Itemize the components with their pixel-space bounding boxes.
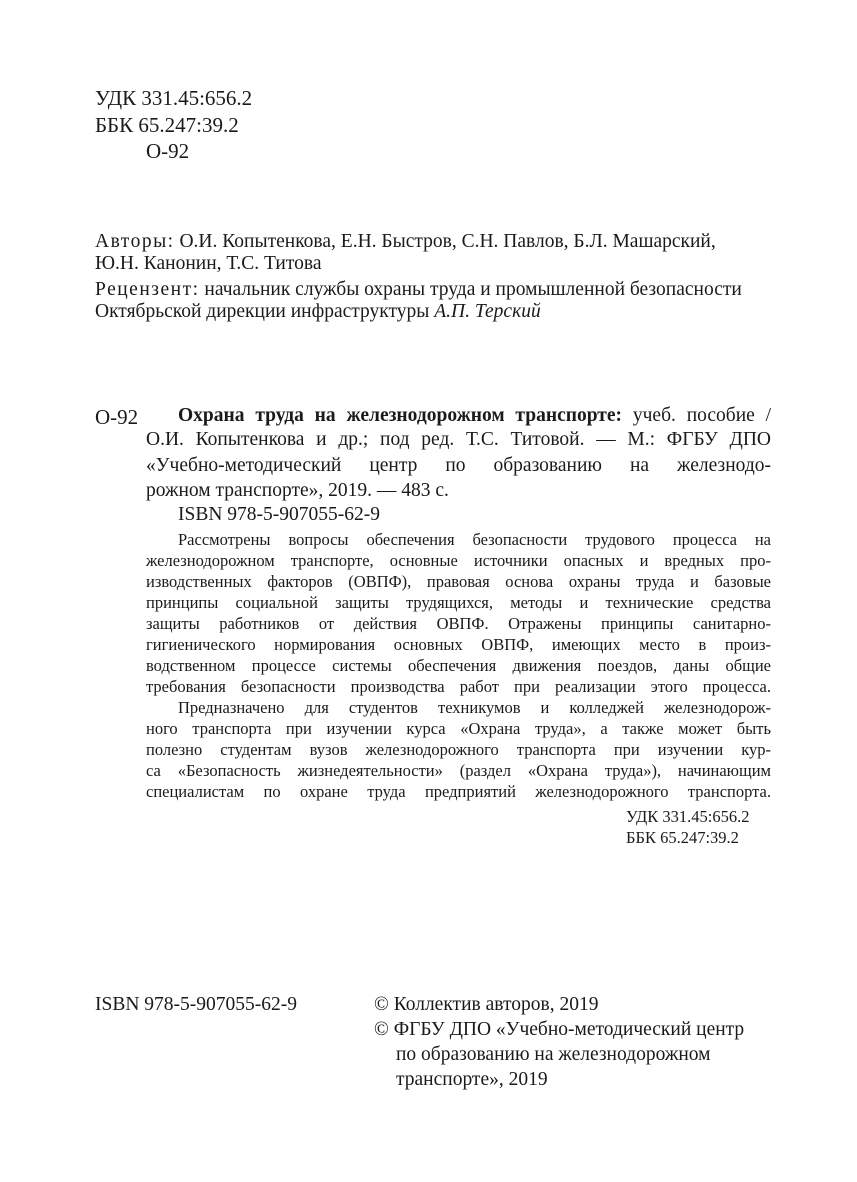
footer-isbn: ISBN 978-5-907055-62-9 [95, 994, 298, 1015]
reviewer-name: А.П. Терский [434, 301, 541, 322]
abstract-p1-line: изводственных факторов (ОВПФ), правовая основа охраны труда и базовые [146, 572, 771, 591]
authors-line-1 [95, 231, 716, 253]
abstract-bbk: ББК 65.247:39.2 [626, 828, 739, 847]
reviewer-line-1 [95, 279, 742, 301]
bib-line-1 [178, 405, 771, 427]
bib-line-2: О.И. Копытенкова и др.; под ред. Т.С. Титовой. — М.: ФГБУ ДПО [146, 429, 771, 450]
abstract-p1-line: защиты работников от действия ОВПФ. Отражены принципы санитарно- [146, 614, 771, 633]
reviewer-position-1: начальник службы охраны труда и промышленной безопасности [204, 279, 742, 300]
bib-code: О-92 [95, 405, 139, 429]
abstract-p1-line: Рассмотрены вопросы обеспечения безопасности трудового процесса на [178, 530, 771, 549]
header-udk: УДК 331.45:656.2 [95, 86, 253, 110]
footer-copyright-org-2: по образованию на железнодорожном [396, 1044, 711, 1065]
abstract-p1-line: железнодорожном транспорте, основные источники опасных и вредных про- [146, 551, 771, 570]
reviewer-position-2: Октябрьской дирекции инфраструктуры [95, 301, 430, 322]
abstract-p1-line: требования безопасности производства работ при реализации этого процесса. [146, 677, 771, 696]
header-bbk: ББК 65.247:39.2 [95, 113, 239, 137]
abstract-udk: УДК 331.45:656.2 [626, 807, 750, 826]
authors-label: Авторы: [95, 231, 175, 252]
bib-title: Охрана труда на железнодорожном транспорте: [178, 405, 623, 426]
bib-line-3: «Учебно-методический центр по образованию на железнодо- [146, 455, 771, 476]
abstract-p2-line: са «Безопасность жизнедеятельности» (раздел «Охрана труда»), начинающим [146, 761, 771, 780]
abstract-p1-line: водственном процессе системы обеспечения движения поездов, даны общие [146, 656, 771, 675]
reviewer-line-2 [95, 301, 541, 323]
bib-isbn: ISBN 978-5-907055-62-9 [178, 504, 381, 525]
footer-copyright-authors: © Коллектив авторов, 2019 [374, 994, 599, 1015]
bib-line-1-rest: учеб. пособие / [632, 405, 772, 426]
bib-line-4: рожном транспорте», 2019. — 483 с. [146, 480, 449, 501]
abstract-p2-line: полезно студентам вузов железнодорожного транспорта при изучении кур- [146, 740, 771, 759]
abstract-p2-line: Предназначено для студентов техникумов и колледжей железнодорож- [178, 698, 771, 717]
abstract-p1-line: принципы социальной защиты трудящихся, методы и технические средства [146, 593, 771, 612]
header-code: О-92 [146, 139, 190, 163]
reviewer-label: Рецензент: [95, 279, 200, 300]
authors-names-1: О.И. Копытенкова, Е.Н. Быстров, С.Н. Павлов, Б.Л. Машарский, [179, 231, 716, 252]
footer-copyright-org-1: © ФГБУ ДПО «Учебно-методический центр [374, 1019, 745, 1040]
footer-copyright-org-3: транспорте», 2019 [396, 1069, 548, 1090]
abstract-p2-line: специалистам по охране труда предприятий железнодорожного транспорта. [146, 782, 771, 801]
abstract-p2-line: ного транспорта при изучении курса «Охрана труда», а также может быть [146, 719, 771, 738]
authors-line-2: Ю.Н. Канонин, Т.С. Титова [95, 253, 322, 274]
abstract-p1-line: гигиенического нормирования основных ОВПФ, имеющих место в произ- [146, 635, 771, 654]
